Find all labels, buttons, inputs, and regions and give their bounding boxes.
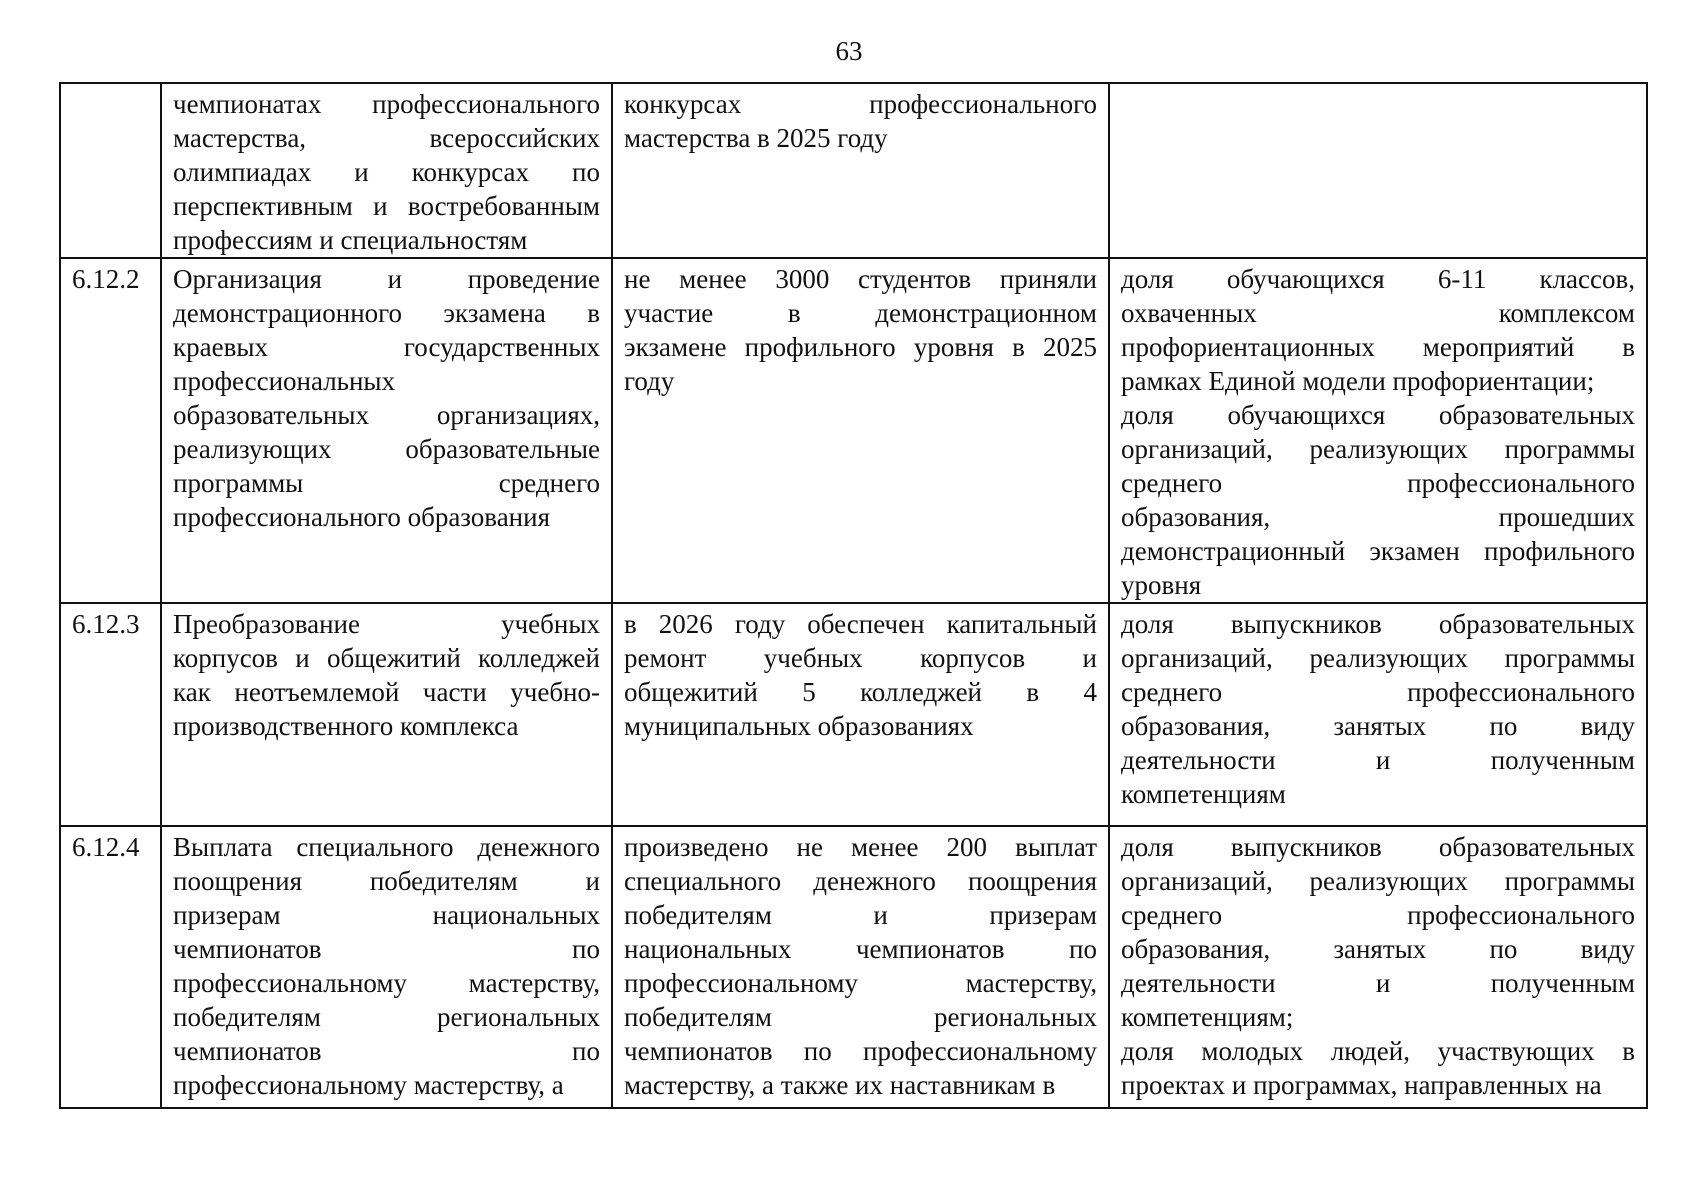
indicator-cell [1109, 603, 1647, 826]
row-number-cell [60, 826, 161, 1108]
result-line: муниципальных образованиях [624, 711, 974, 741]
event-line: производственного комплекса [173, 711, 519, 741]
indicator-line: охваченных комплексом [1121, 298, 1635, 328]
table-body [60, 83, 1647, 1108]
event-line: корпусов и общежитий колледжей [173, 643, 600, 673]
indicator-line: компетенциям; [1121, 1002, 1294, 1032]
event-line: Организация и проведение [173, 264, 600, 294]
result-line: участие в демонстрационном [624, 298, 1097, 328]
row-number: 6.12.4 [72, 832, 140, 862]
result-cell [612, 258, 1109, 603]
event-line: программы среднего [173, 468, 600, 498]
result-line: мастерству, а также их наставникам в [624, 1070, 1056, 1100]
event-cell [161, 83, 612, 258]
indicator-line: среднего профессионального [1121, 900, 1635, 930]
event-line: призерам национальных [173, 900, 600, 930]
event-line: профессиям и специальностям [173, 225, 528, 255]
measures-table [59, 82, 1648, 1109]
indicator-line: доля обучающихся образовательных [1121, 400, 1635, 430]
result-line: специального денежного поощрения [624, 866, 1097, 896]
event-line: победителям региональных [173, 1002, 600, 1032]
result-line: национальных чемпионатов по [624, 934, 1097, 964]
row-number-cell [60, 83, 161, 258]
result-line: в 2026 году обеспечен капитальный [624, 609, 1097, 639]
indicator-line: образования, занятых по виду [1121, 711, 1635, 741]
event-cell [161, 258, 612, 603]
row-number-cell [60, 258, 161, 603]
table-row [60, 258, 1647, 603]
event-line: реализующих образовательные [173, 434, 600, 464]
page-number: 63 [835, 36, 863, 66]
indicator-line: деятельности и полученным [1121, 745, 1635, 775]
indicator-cell [1109, 258, 1647, 603]
indicator-cell [1109, 83, 1647, 258]
event-line: профессионального образования [173, 502, 550, 532]
indicator-line: уровня [1121, 570, 1202, 600]
indicator-line: профориентационных мероприятий в [1121, 332, 1635, 362]
result-cell [612, 603, 1109, 826]
event-cell [161, 603, 612, 826]
result-line: профессиональному мастерству, [624, 968, 1097, 998]
result-line: победителям региональных [624, 1002, 1097, 1032]
indicator-line: деятельности и полученным [1121, 968, 1635, 998]
event-line: чемпионатах профессионального [173, 89, 600, 119]
indicator-line: рамках Единой модели профориентации; [1121, 366, 1595, 396]
indicator-line: доля выпускников образовательных [1121, 832, 1635, 862]
indicator-line: демонстрационный экзамен профильного [1121, 536, 1635, 566]
result-line: году [624, 366, 675, 396]
result-line: ремонт учебных корпусов и [624, 643, 1097, 673]
result-line: победителям и призерам [624, 900, 1097, 930]
result-cell [612, 83, 1109, 258]
event-cell [161, 826, 612, 1108]
event-line: олимпиадах и конкурсах по [173, 157, 600, 187]
event-line: краевых государственных [173, 332, 600, 362]
event-line: как неотъемлемой части учебно- [173, 677, 600, 707]
indicator-line: доля обучающихся 6-11 классов, [1121, 264, 1635, 294]
indicator-line: образования, занятых по виду [1121, 934, 1635, 964]
result-line: мастерства в 2025 году [624, 123, 888, 153]
event-line: демонстрационного экзамена в [173, 298, 600, 328]
indicator-cell [1109, 826, 1647, 1108]
result-line: не менее 3000 студентов приняли [624, 264, 1097, 294]
row-number: 6.12.2 [72, 264, 140, 294]
event-line: чемпионатов по [173, 1036, 600, 1066]
row-number-cell [60, 603, 161, 826]
event-line: чемпионатов по [173, 934, 600, 964]
indicator-line: доля выпускников образовательных [1121, 609, 1635, 639]
indicator-line: доля молодых людей, участвующих в [1121, 1036, 1635, 1066]
event-line: профессиональному мастерству, а [173, 1070, 564, 1100]
table-row [60, 826, 1647, 1108]
result-cell [612, 826, 1109, 1108]
indicator-line: организаций, реализующих программы [1121, 643, 1635, 673]
result-line: произведено не менее 200 выплат [624, 832, 1097, 862]
event-line: перспективным и востребованным [173, 191, 600, 221]
event-line: Выплата специального денежного [173, 832, 600, 862]
indicator-line: среднего профессионального [1121, 677, 1635, 707]
indicator-line: образования, прошедших [1121, 502, 1635, 532]
indicator-line: проектах и программах, направленных на [1121, 1070, 1602, 1100]
table-row [60, 83, 1647, 258]
indicator-line: организаций, реализующих программы [1121, 434, 1635, 464]
event-line: мастерства, всероссийских [173, 123, 600, 153]
event-line: профессиональному мастерству, [173, 968, 600, 998]
result-line: экзамене профильного уровня в 2025 [624, 332, 1097, 362]
result-line: чемпионатов по профессиональному [624, 1036, 1097, 1066]
indicator-line: среднего профессионального [1121, 468, 1635, 498]
result-line: конкурсах профессионального [624, 89, 1097, 119]
indicator-line: организаций, реализующих программы [1121, 866, 1635, 896]
event-line: Преобразование учебных [173, 609, 600, 639]
row-number: 6.12.3 [72, 609, 140, 639]
event-line: образовательных организациях, [173, 400, 600, 430]
event-line: поощрения победителям и [173, 866, 600, 896]
table-row [60, 603, 1647, 826]
result-line: общежитий 5 колледжей в 4 [624, 677, 1097, 707]
event-line: профессиональных [173, 366, 396, 396]
indicator-line: компетенциям [1121, 779, 1286, 809]
